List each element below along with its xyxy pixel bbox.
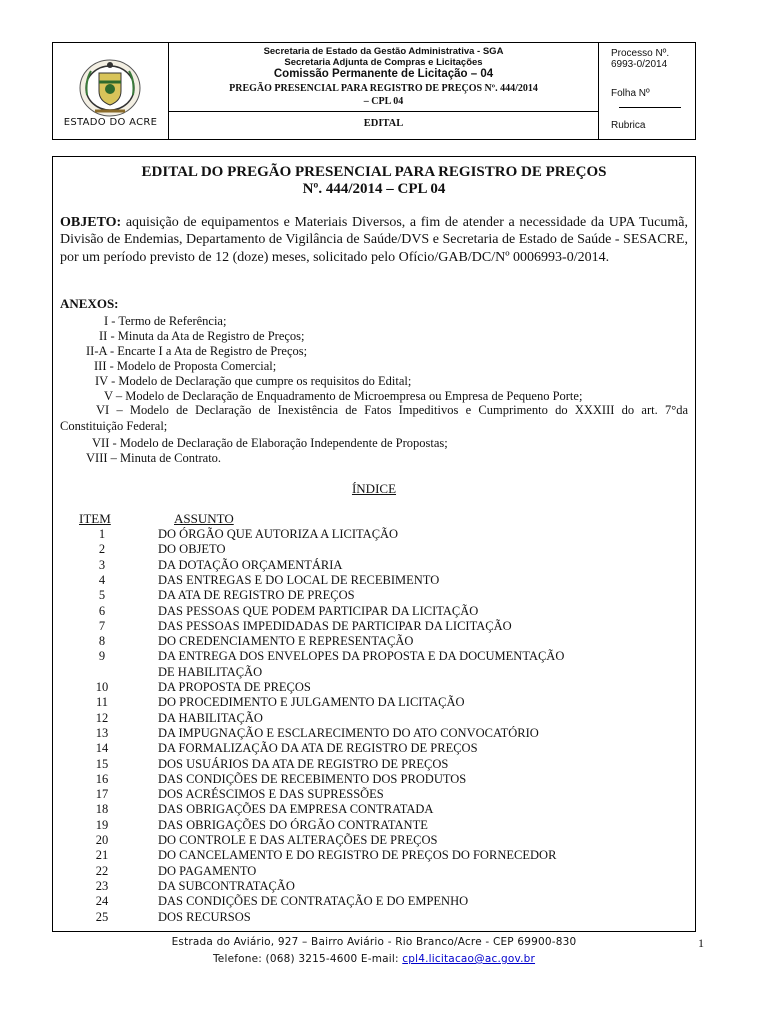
index-row: [0, 741, 770, 756]
index-row-subject: DO ÓRGÃO QUE AUTORIZA A LICITAÇÃO: [158, 527, 399, 541]
index-row-subject: DA PROPOSTA DE PREÇOS: [158, 680, 311, 694]
index-row: [0, 772, 770, 787]
index-row-subject: DA IMPUGNAÇÃO E ESCLARECIMENTO DO ATO CONVOCATÓRIO: [158, 725, 539, 740]
index-row-number: 12: [95, 710, 109, 725]
index-row: [0, 649, 770, 664]
index-row-number: 13: [95, 725, 109, 740]
index-row-number: 21: [95, 848, 109, 863]
header-logo-cell: [53, 43, 169, 139]
anexo-item: I - Termo de Referência;: [104, 314, 227, 328]
header-meta-cell: [599, 43, 695, 139]
objeto-label: OBJETO:: [60, 215, 122, 230]
index-row-subject: DE HABILITAÇÃO: [158, 664, 263, 679]
index-row: [0, 726, 770, 741]
secretaria-text: Secretaria de Estado da Gestão Administrativa - SGA: [263, 46, 504, 57]
pregao-text: [169, 82, 598, 108]
index-row-number: 14: [95, 741, 109, 756]
index-row-number: 6: [98, 603, 106, 618]
rubrica-blank: [621, 139, 689, 140]
index-row: [0, 665, 770, 680]
index-row: [0, 527, 770, 542]
index-row: [0, 634, 770, 649]
index-row-subject: DAS CONDIÇÕES DE CONTRATAÇÃO E DO EMPENHO: [158, 894, 469, 909]
index-row-number: 5: [98, 588, 106, 603]
index-row-number: 11: [95, 695, 109, 710]
index-row-subject: DO PROCEDIMENTO E JULGAMENTO DA LICITAÇÃO: [158, 695, 465, 710]
objeto-paragraph: [60, 214, 688, 266]
footer-contact: [52, 953, 696, 965]
index-row-number: 20: [95, 833, 109, 847]
index-row-subject: DA FORMALIZAÇÃO DA ATA DE REGISTRO DE PREÇOS: [158, 741, 478, 756]
folha-field: [611, 88, 695, 110]
index-row: [0, 711, 770, 726]
index-row: [0, 573, 770, 588]
index-row-number: 15: [95, 756, 109, 771]
index-row-number: 7: [98, 618, 106, 633]
index-row-subject: DA SUBCONTRATAÇÃO: [158, 878, 295, 893]
column-header-assunto: ASSUNTO: [174, 511, 234, 526]
index-row-number: 16: [95, 771, 109, 786]
index-row: [0, 558, 770, 573]
anexo-item: II-A - Encarte I a Ata de Registro de Preços;: [86, 344, 308, 358]
index-row-subject: DA HABILITAÇÃO: [158, 710, 263, 725]
index-row-number: 18: [95, 802, 109, 817]
document-header: [52, 42, 696, 140]
index-row-number: 1: [98, 527, 106, 541]
adjunta-text: Secretaria Adjunta de Compras e Licitações: [284, 57, 483, 68]
index-row: [0, 910, 770, 925]
pregao-line2: – CPL 04: [363, 96, 404, 107]
edital-label: EDITAL: [363, 118, 404, 129]
anexos-title: ANEXOS:: [60, 296, 119, 311]
anexo-item: VIII – Minuta de Contrato.: [86, 451, 222, 465]
index-row: [0, 848, 770, 863]
index-row: [0, 604, 770, 619]
index-row-subject: DO CREDENCIAMENTO E REPRESENTAÇÃO: [158, 634, 414, 649]
index-row-subject: DO CANCELAMENTO E DO REGISTRO DE PREÇOS DO FORNECEDOR: [158, 848, 557, 863]
index-row-number: 9: [98, 649, 106, 664]
index-row-subject: DO OBJETO: [158, 542, 226, 557]
index-row-number: 23: [95, 878, 109, 893]
index-row-number: 8: [98, 634, 106, 649]
index-row: [0, 680, 770, 695]
rubrica-label: Rubrica: [611, 120, 646, 131]
index-row-subject: DAS OBRIGAÇÕES DA EMPRESA CONTRATADA: [158, 802, 434, 817]
index-row-subject: DAS ENTREGAS E DO LOCAL DE RECEBIMENTO: [158, 572, 440, 587]
processo-number: Processo Nº. 6993-0/2014: [611, 48, 670, 70]
index-row: [0, 833, 770, 848]
index-row: [0, 542, 770, 557]
document-subtitle: Nº. 444/2014 – CPL 04: [302, 181, 446, 197]
index-row: [0, 879, 770, 894]
index-row-subject: DAS CONDIÇÕES DE RECEBIMENTO DOS PRODUTOS: [158, 771, 467, 786]
index-row: [0, 619, 770, 634]
comissao-text: Comissão Permanente de Licitação – 04: [273, 68, 494, 80]
index-row-number: 22: [95, 863, 109, 878]
page-number: 1: [698, 936, 704, 950]
anexo-item: II - Minuta da Ata de Registro de Preços;: [99, 329, 305, 343]
index-row-number: 2: [98, 542, 106, 557]
index-row-subject: DOS RECURSOS: [158, 909, 251, 924]
column-header-item: ITEM: [79, 511, 111, 526]
index-row-number: 19: [95, 817, 109, 832]
index-row-number: 17: [95, 787, 109, 802]
index-row-subject: DA DOTAÇÃO ORÇAMENTÁRIA: [158, 557, 343, 572]
index-row: [0, 757, 770, 772]
index-row-subject: DO CONTROLE E DAS ALTERAÇÕES DE PREÇOS: [158, 833, 438, 847]
index-row-number: 24: [95, 894, 109, 909]
index-row: [0, 864, 770, 879]
index-row: [0, 802, 770, 817]
index-row: [0, 588, 770, 603]
pregao-line1: PREGÃO PRESENCIAL PARA REGISTRO DE PREÇOS Nº. 444/2014: [229, 83, 538, 94]
index-row-subject: DAS PESSOAS IMPEDIDADAS DE PARTICIPAR DA LICITAÇÃO: [158, 618, 512, 633]
indice-title: ÍNDICE: [351, 481, 397, 496]
index-row-subject: DOS USUÁRIOS DA ATA DE REGISTRO DE PREÇOS: [158, 756, 449, 771]
index-row-number: 10: [95, 680, 109, 694]
index-row-number: 25: [95, 909, 109, 924]
state-name: ESTADO DO ACRE: [63, 117, 158, 128]
index-row: [0, 787, 770, 802]
index-row-subject: DAS PESSOAS QUE PODEM PARTICIPAR DA LICITAÇÃO: [158, 603, 479, 618]
index-row: [0, 695, 770, 710]
index-row-number: 3: [98, 557, 106, 572]
anexo-item: VII - Modelo de Declaração de Elaboração Independente de Propostas;: [92, 436, 448, 450]
header-divider: [169, 111, 598, 112]
index-row-subject: DAS OBRIGAÇÕES DO ÓRGÃO CONTRATANTE: [158, 817, 428, 832]
index-row-number: 4: [98, 572, 106, 587]
anexo-item: IV - Modelo de Declaração que cumpre os requisitos do Edital;: [95, 374, 412, 388]
header-title-cell: [169, 43, 599, 139]
folha-blank: [619, 107, 681, 108]
index-row: [0, 818, 770, 833]
footer-phone: Telefone: (068) 3215-4600 E-mail:: [212, 953, 403, 965]
index-row-subject: DO PAGAMENTO: [158, 863, 257, 878]
index-row-subject: DA ENTREGA DOS ENVELOPES DA PROPOSTA E DA DOCUMENTAÇÃO: [158, 649, 565, 664]
document-title: EDITAL DO PREGÃO PRESENCIAL PARA REGISTRO DE PREÇOS: [141, 164, 607, 180]
email-link[interactable]: cpl4.licitacao@ac.gov.br: [402, 953, 536, 965]
anexo-item: V – Modelo de Declaração de Enquadramento de Microempresa ou Empresa de Pequeno Porte;: [104, 389, 583, 403]
index-row: [0, 894, 770, 909]
objeto-text: aquisição de equipamentos e Materiais Diversos, a fim de atender a necessidade da UPA Tucumã, Divisão de Endemias, Departamento de Vigilância de Saúde/DVS e Secretaria de Estado de Saúde - SESACRE, por um período previsto de 12 (doze) meses, solicitado pelo Ofício/GAB/DC/Nº 0006993-0/2014.: [60, 215, 688, 265]
index-row-subject: DA ATA DE REGISTRO DE PREÇOS: [158, 588, 355, 603]
rubrica-field: [611, 120, 695, 142]
index-row-subject: DOS ACRÉSCIMOS E DAS SUPRESSÕES: [158, 787, 384, 802]
anexo-item: III - Modelo de Proposta Comercial;: [94, 359, 277, 373]
anexo-item: VI – Modelo de Declaração de Inexistência de Fatos Impeditivos e Cumprimento do XXXIII do art. 7°da Constituição Federal;: [60, 403, 688, 433]
state-crest-icon: [77, 55, 143, 119]
footer-address: Estrada do Aviário, 927 – Bairro Aviário - Rio Branco/Acre - CEP 69900-830: [171, 936, 577, 948]
folha-label: Folha Nº: [611, 88, 650, 99]
